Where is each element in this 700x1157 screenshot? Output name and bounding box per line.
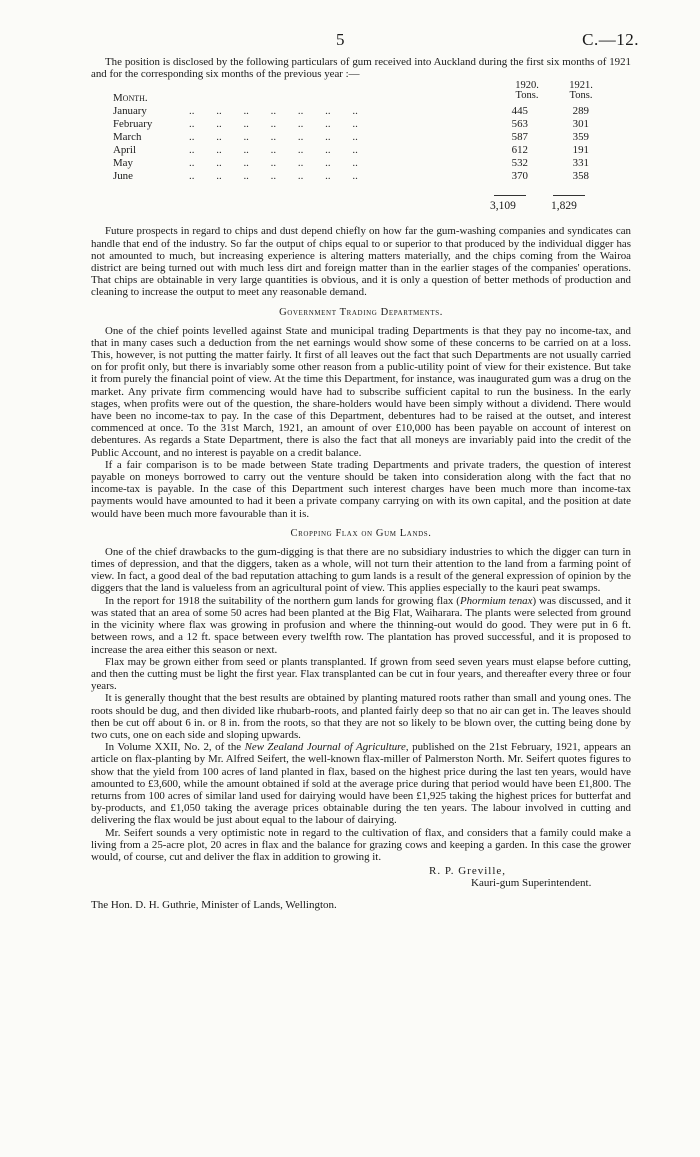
page-header bbox=[91, 30, 639, 56]
table-row: March .. .. .. .. .. .. .. 587 359 bbox=[113, 131, 589, 144]
table-row: February .. .. .. .. .. .. .. 563 301 bbox=[113, 118, 589, 131]
heading-cropping-flax: Cropping Flax on Gum Lands. bbox=[290, 527, 432, 539]
document-reference: C.—12. bbox=[582, 30, 639, 49]
gum-receipts-table bbox=[91, 81, 631, 225]
table-row: April .. .. .. .. .. .. .. 612 191 bbox=[113, 144, 589, 157]
paragraph-gtd-2: If a fair comparison is to be made between State trading Departments and private traders, the question of interest payable on moneys borrowed to carry out the venture should be taken into consideration along with the fact that no income-tax is payable. In the case of this Department such interest charges have been much more than income-tax payments would have amounted to had it been a private company carrying on with its own capital, and the position at date would have been much more favourable than it is. bbox=[91, 458, 631, 520]
signature-block bbox=[91, 863, 631, 913]
table-row: June .. .. .. .. .. .. .. 370 358 bbox=[113, 170, 589, 183]
paragraph-gtd-1: One of the chief points levelled against State and municipal trading Departments is that they pay no income-tax, and that in many cases such a deduction from the net earnings would show some of these concerns to be carried on at a loss. This, however, is not putting the matter fairly. It first of all leaves out the fact that such Departments are not usually carried on for profit only, but there is invariably some other reason from a public-utility point of view for their existence. But take it from purely the financial point of view. At the time this Department, for instance, was inaugurated gum was a drug on the market. Any private firm commencing would have had to subscribe sufficient capital to run the business. In the early stages, when profits were out of the question, the share-holders would have been simply without a dividend. There would have been no income-tax to pay. In the case of this Department, debentures had to be raised at the outset, and interest commenced at once. To the 31st March, 1921, an amount of over £10,000 has been payable on account of interest on debentures. As regards a State Department, there is also the fact that all moneys are invariably paid into the credit of the Public Account, and no interest is payable on a credit balance. bbox=[91, 324, 631, 459]
paragraph-flax-3: Flax may be grown either from seed or plants transplanted. If grown from seed seven years must elapse before cutting, and then the cutting must be light the first year. Flax transplanted can be cut in four years, and thereafter every three or four years. bbox=[91, 655, 631, 693]
intro-paragraph: The position is disclosed by the following particulars of gum received into Auckland during the first six months of 1921 and for the corresponding six months of the previous year :— bbox=[91, 56, 631, 81]
year-1921-header: 1921. Tons. bbox=[569, 80, 593, 102]
total-1920: 3,109 bbox=[490, 200, 516, 213]
paragraph-flax-6: Mr. Seifert sounds a very optimistic note in regard to the cultivation of flax, and considers that a family could make a living from a 25-acre plot, 20 acres in flax and the balance for grazing cows and keeping a garden. In this case the grower would, of course, cut and deliver the flax in addition to growing it. bbox=[91, 826, 631, 863]
document-page bbox=[91, 30, 639, 913]
heading-government-trading: Government Trading Departments. bbox=[279, 306, 443, 318]
signatory-name: R. P. Greville, bbox=[429, 865, 507, 878]
paragraph-flax-1: One of the chief drawbacks to the gum-digging is that there are no subsidiary industries to which the digger can turn in times of depression, and that the diggers, taken as a whole, will not turn their attention to the land from a farming point of view. In fact, a good deal of the bad reputation attaching to gum lands is a result of the general expression of opinion by the diggers that the land is valueless from an agricultural point of view. This applies especially to the kauri peat swamps. bbox=[91, 545, 631, 595]
rule-1920 bbox=[494, 195, 526, 196]
table-row: January .. .. .. .. .. .. .. 445 289 bbox=[113, 105, 589, 118]
paragraph-flax-4: It is generally thought that the best results are obtained by planting matured roots rather than small and young ones. The roots should be dug, and then divided like rhubarb-roots, and planted fairly deep so that no air can get in. The leaves should then be cut off about 6 in. or 8 in. from the roots, so that they are not so likely to be blown over, the cutting being done by two cuts, one on each side and sloping upwards. bbox=[91, 692, 631, 741]
table-row: May .. .. .. .. .. .. .. 532 331 bbox=[113, 157, 589, 170]
paragraph-flax-2: In the report for 1918 the suitability of the northern gum lands for growing flax (Phormium tenax) was discussed, and it was stated that an area of some 50 acres had been planted at the Big Flat, Waiharara. The plants were selected from ground in the vicinity where flax was growing in profusion and where the thinning-out would do good. They were put in 6 ft. between rows, and a 12 ft. space between every twelfth row. The plantation has proved successful, and it is proposed to increase the area either this season or next. bbox=[91, 594, 631, 656]
year-1920-header: 1920. Tons. bbox=[515, 80, 539, 102]
paragraph-flax-5: In Volume XXII, No. 2, of the New Zealand Journal of Agriculture, published on the 21st February, 1921, appears an article on flax-planting by Mr. Alfred Seifert, the well-known flax-miller of Palmerston North. Mr. Seifert quotes figures to show that the yield from 100 acres of land planted in flax, based on the highest price during the last ten years, would have amounted to £3,600, while the amount obtained if sold at the average price during that period would have been £1,800. The returns from 100 acres of similar land used for dairying would have been £1,925 taking the highest prices for butterfat and by-products, and £1,050 taking the average prices obtainable during the ten years. The labour involved in cutting and delivering the flax would be just about equal to the labour of dairying. bbox=[91, 741, 631, 827]
page-number: 5 bbox=[336, 30, 345, 49]
signatory-title: Kauri-gum Superintendent. bbox=[471, 877, 592, 890]
rule-1921 bbox=[553, 195, 585, 196]
addressee: The Hon. D. H. Guthrie, Minister of Lands, Wellington. bbox=[91, 899, 337, 912]
month-column-header: Month. bbox=[113, 92, 148, 105]
total-1921: 1,829 bbox=[551, 200, 577, 213]
paragraph-future-prospects: Future prospects in regard to chips and dust depend chiefly on how far the gum-washing companies and syndicates can handle that end of the industry. So far the output of chips equal to or superior to that produced by the individual digger has not amounted to much, but increasing experience is altering matters materially, and the chips coming from the Wairoa district are being turned out with much less dirt and foreign matter than in the earlier stages of the companies' operations. That chips are obtainable in very large quantities is obvious, and it is only a question of better methods of production and cleaning to increase the output to meet any reasonable demand. bbox=[91, 225, 631, 299]
